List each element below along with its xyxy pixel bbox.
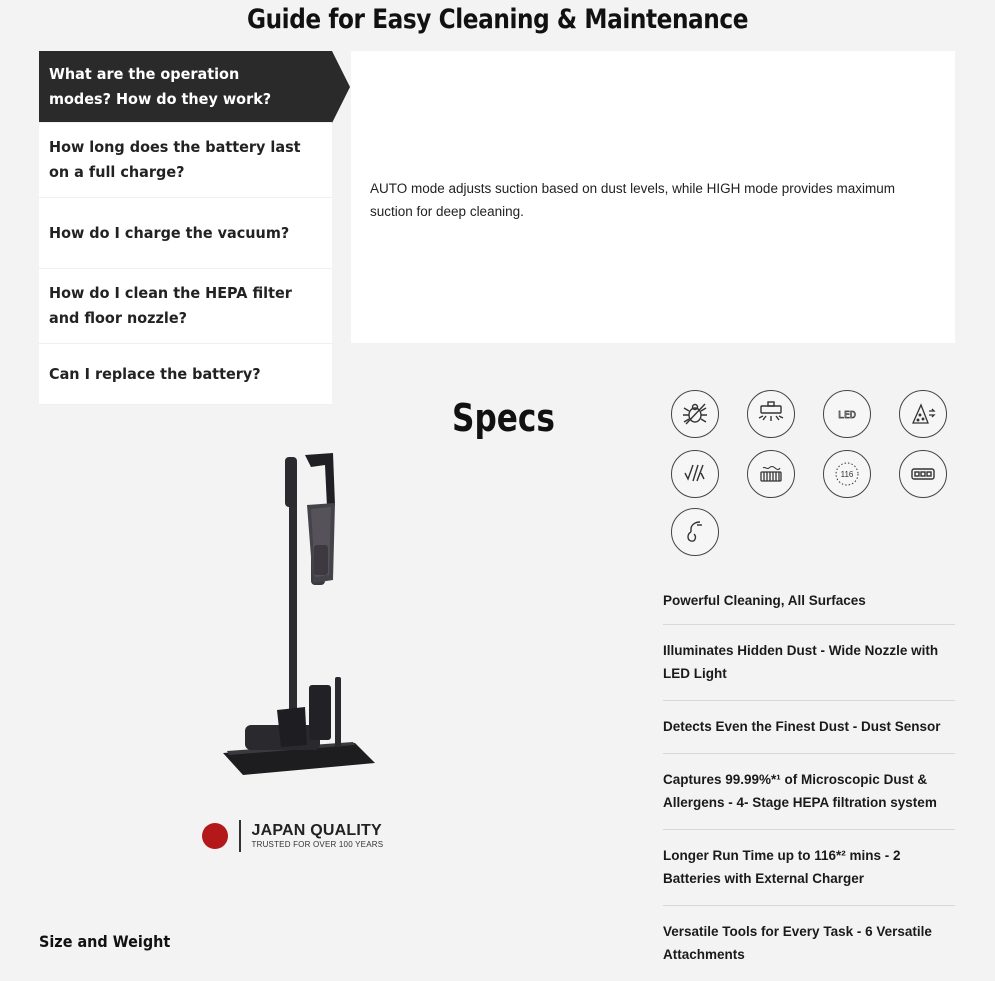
dust-sensor-icon: [899, 390, 947, 438]
faq-answer-panel: [351, 51, 955, 343]
attachment-tool-icon: [671, 508, 719, 556]
faq-question: Can I replace the battery?: [49, 364, 261, 383]
led-icon-label: LED: [837, 410, 857, 421]
page-title: Guide for Easy Cleaning & Maintenance: [246, 4, 749, 35]
faq-item-replace-battery[interactable]: [39, 344, 332, 405]
faq-list: [39, 51, 332, 405]
feature-item: Detects Even the Finest Dust - Dust Sensor: [663, 701, 955, 754]
feature-item: Illuminates Hidden Dust - Wide Nozzle with LED Light: [663, 625, 955, 701]
faq-item-battery-life[interactable]: [39, 123, 332, 198]
vacuum-product-image: [215, 445, 380, 785]
runtime-icon-label: 116: [840, 470, 854, 479]
feature-item: Captures 99.99%*¹ of Microscopic Dust & Allergens - 4- Stage HEPA filtration system: [663, 754, 955, 830]
faq-question: How do I clean the HEPA filter and floor nozzle?: [49, 284, 292, 327]
faq-answer-text: AUTO mode adjusts suction based on dust levels, while HIGH mode provides maximum suction for deep cleaning.: [370, 181, 895, 219]
size-weight-heading: Size and Weight: [39, 932, 171, 951]
dust-mite-icon: [671, 390, 719, 438]
feature-item: Versatile Tools for Every Task - 6 Versatile Attachments: [663, 924, 932, 962]
hepa-filter-icon: [747, 450, 795, 498]
multi-surface-icon: [671, 450, 719, 498]
japan-quality-dot: [202, 823, 228, 849]
battery-icon: [899, 450, 947, 498]
runtime-icon: [823, 450, 871, 498]
badge-divider: [239, 820, 241, 852]
badge-subtitle: TRUSTED FOR OVER 100 YEARS: [251, 840, 384, 849]
specs-heading: Specs: [452, 396, 555, 440]
nozzle-light-icon: [747, 390, 795, 438]
feature-item: Longer Run Time up to 116*² mins - 2 Batteries with External Charger: [663, 830, 955, 906]
faq-question: What are the operation modes? How do they work?: [49, 64, 272, 108]
faq-question: How long does the battery last on a full charge?: [49, 138, 301, 181]
faq-item-operation-modes[interactable]: [39, 51, 332, 123]
faq-item-charging[interactable]: [39, 198, 332, 269]
feature-item: Powerful Cleaning, All Surfaces: [663, 578, 955, 625]
badge-title: JAPAN QUALITY: [251, 822, 382, 839]
faq-item-clean-filter[interactable]: [39, 269, 332, 344]
faq-question: How do I charge the vacuum?: [49, 223, 290, 242]
feature-list: [663, 578, 955, 981]
led-icon: [823, 390, 871, 438]
japan-quality-badge: [202, 820, 383, 852]
